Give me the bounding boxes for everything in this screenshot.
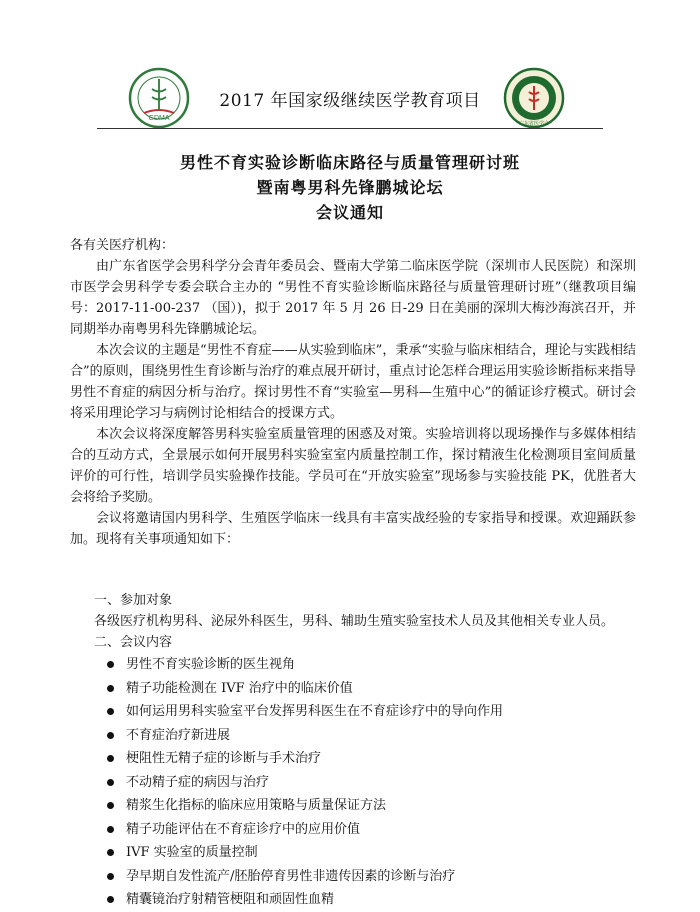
bullet-icon <box>107 685 114 692</box>
list-item: 精子功能检测在 IVF 治疗中的临床价值 <box>126 677 636 701</box>
addressee: 各有关医疗机构： <box>70 238 175 253</box>
bullet-icon <box>107 896 114 903</box>
association-logo <box>503 67 565 129</box>
list-item: 不育症治疗新进展 <box>126 724 636 748</box>
list-item: 不动精子症的病因与治疗 <box>126 771 636 795</box>
header-title: 2017 年国家级继续医学教育项目 <box>219 91 481 111</box>
list-item: 如何运用男科实验室平台发挥男科医生在不育症诊疗中的导向作用 <box>126 700 636 724</box>
section-content-title: 二、会议内容 <box>94 635 173 650</box>
notice-body <box>70 235 636 912</box>
paragraph-theme: 本次会议的主题是“男性不育症——从实验到临床”，秉承“实验与临床相结合，理论与实践相结合”的原则，围绕男性生育诊断与治疗的难点展开研讨，重点讨论怎样合理运用实验诊断指标来指导男性不育症的病因分析与治疗。探讨男性不育“实验室—男科—生殖中心”的循证诊疗模式。研讨会将采用理论学习与病例讨论相结合的授课方式。 <box>70 343 636 421</box>
section-participants-title: 一、参加对象 <box>94 593 173 608</box>
bullet-icon <box>107 661 114 668</box>
list-item: 梗阻性无精子症的诊断与手术治疗 <box>126 747 636 771</box>
content-list <box>70 653 636 912</box>
notice-title: 男性不育实验诊断临床路径与质量管理研讨班 <box>179 153 520 172</box>
list-item: 孕早期自发性流产/胚胎停育男性非遗传因素的诊断与治疗 <box>126 865 636 889</box>
bullet-icon <box>107 755 114 762</box>
bullet-icon <box>107 732 114 739</box>
paragraph-quality: 本次会议将深度解答男科实验室质量管理的困惑及对策。实验培训将以现场操作与多媒体相结合的互动方式，全景展示如何开展男科实验室室内质量控制工作，探讨精液生化检测项目室间质量评价的可行性，培训学员实验操作技能。学员可在“开放实验室”现场参与实验技能 PK，优胜者大会将给予奖励。 <box>70 427 636 505</box>
notice-title-block <box>0 150 700 225</box>
svg-text:广东省医学会: 广东省医学会 <box>518 121 550 127</box>
notice-heading: 会议通知 <box>315 203 384 222</box>
document-header <box>0 0 700 130</box>
list-item: IVF 实验室的质量控制 <box>126 841 636 865</box>
notice-subtitle: 暨南粤男科先锋鹏城论坛 <box>256 178 444 197</box>
bullet-icon <box>107 826 114 833</box>
bullet-icon <box>107 802 114 809</box>
paragraph-invitation: 会议将邀请国内男科学、生殖医学临床一线具有丰富实战经验的专家指导和授课。欢迎踊跃参加。现将有关事项通知如下： <box>70 511 636 547</box>
list-item: 男性不育实验诊断的医生视角 <box>126 653 636 677</box>
paragraph-intro: 由广东省医学会男科学分会青年委员会、暨南大学第二临床医学院（深圳市人民医院）和深圳市医学会男科学专委会联合主办的 “男性不育实验诊断临床路径与质量管理研讨班”（继教项目编号：2017-11-00-237 （国）)，拟于 2017 年 5 月 26 日-29 日在美丽的深圳大梅沙海滨召开，并同期举办南粤男科先锋鹏城论坛。 <box>70 259 636 337</box>
list-item: 精囊镜治疗射精管梗阻和顽固性血精 <box>126 888 636 912</box>
bullet-icon <box>107 779 114 786</box>
header-divider <box>97 128 603 129</box>
section-participants-text: 各级医疗机构男科、泌尿外科医生，男科、辅助生殖实验室技术人员及其他相关专业人员。 <box>94 614 615 629</box>
bullet-icon <box>107 849 114 856</box>
svg-text:GDMA: GDMA <box>148 115 170 122</box>
list-item: 精子功能评估在不育症诊疗中的应用价值 <box>126 818 636 842</box>
list-item: 精浆生化指标的临床应用策略与质量保证方法 <box>126 794 636 818</box>
bullet-icon <box>107 873 114 880</box>
bullet-icon <box>107 708 114 715</box>
